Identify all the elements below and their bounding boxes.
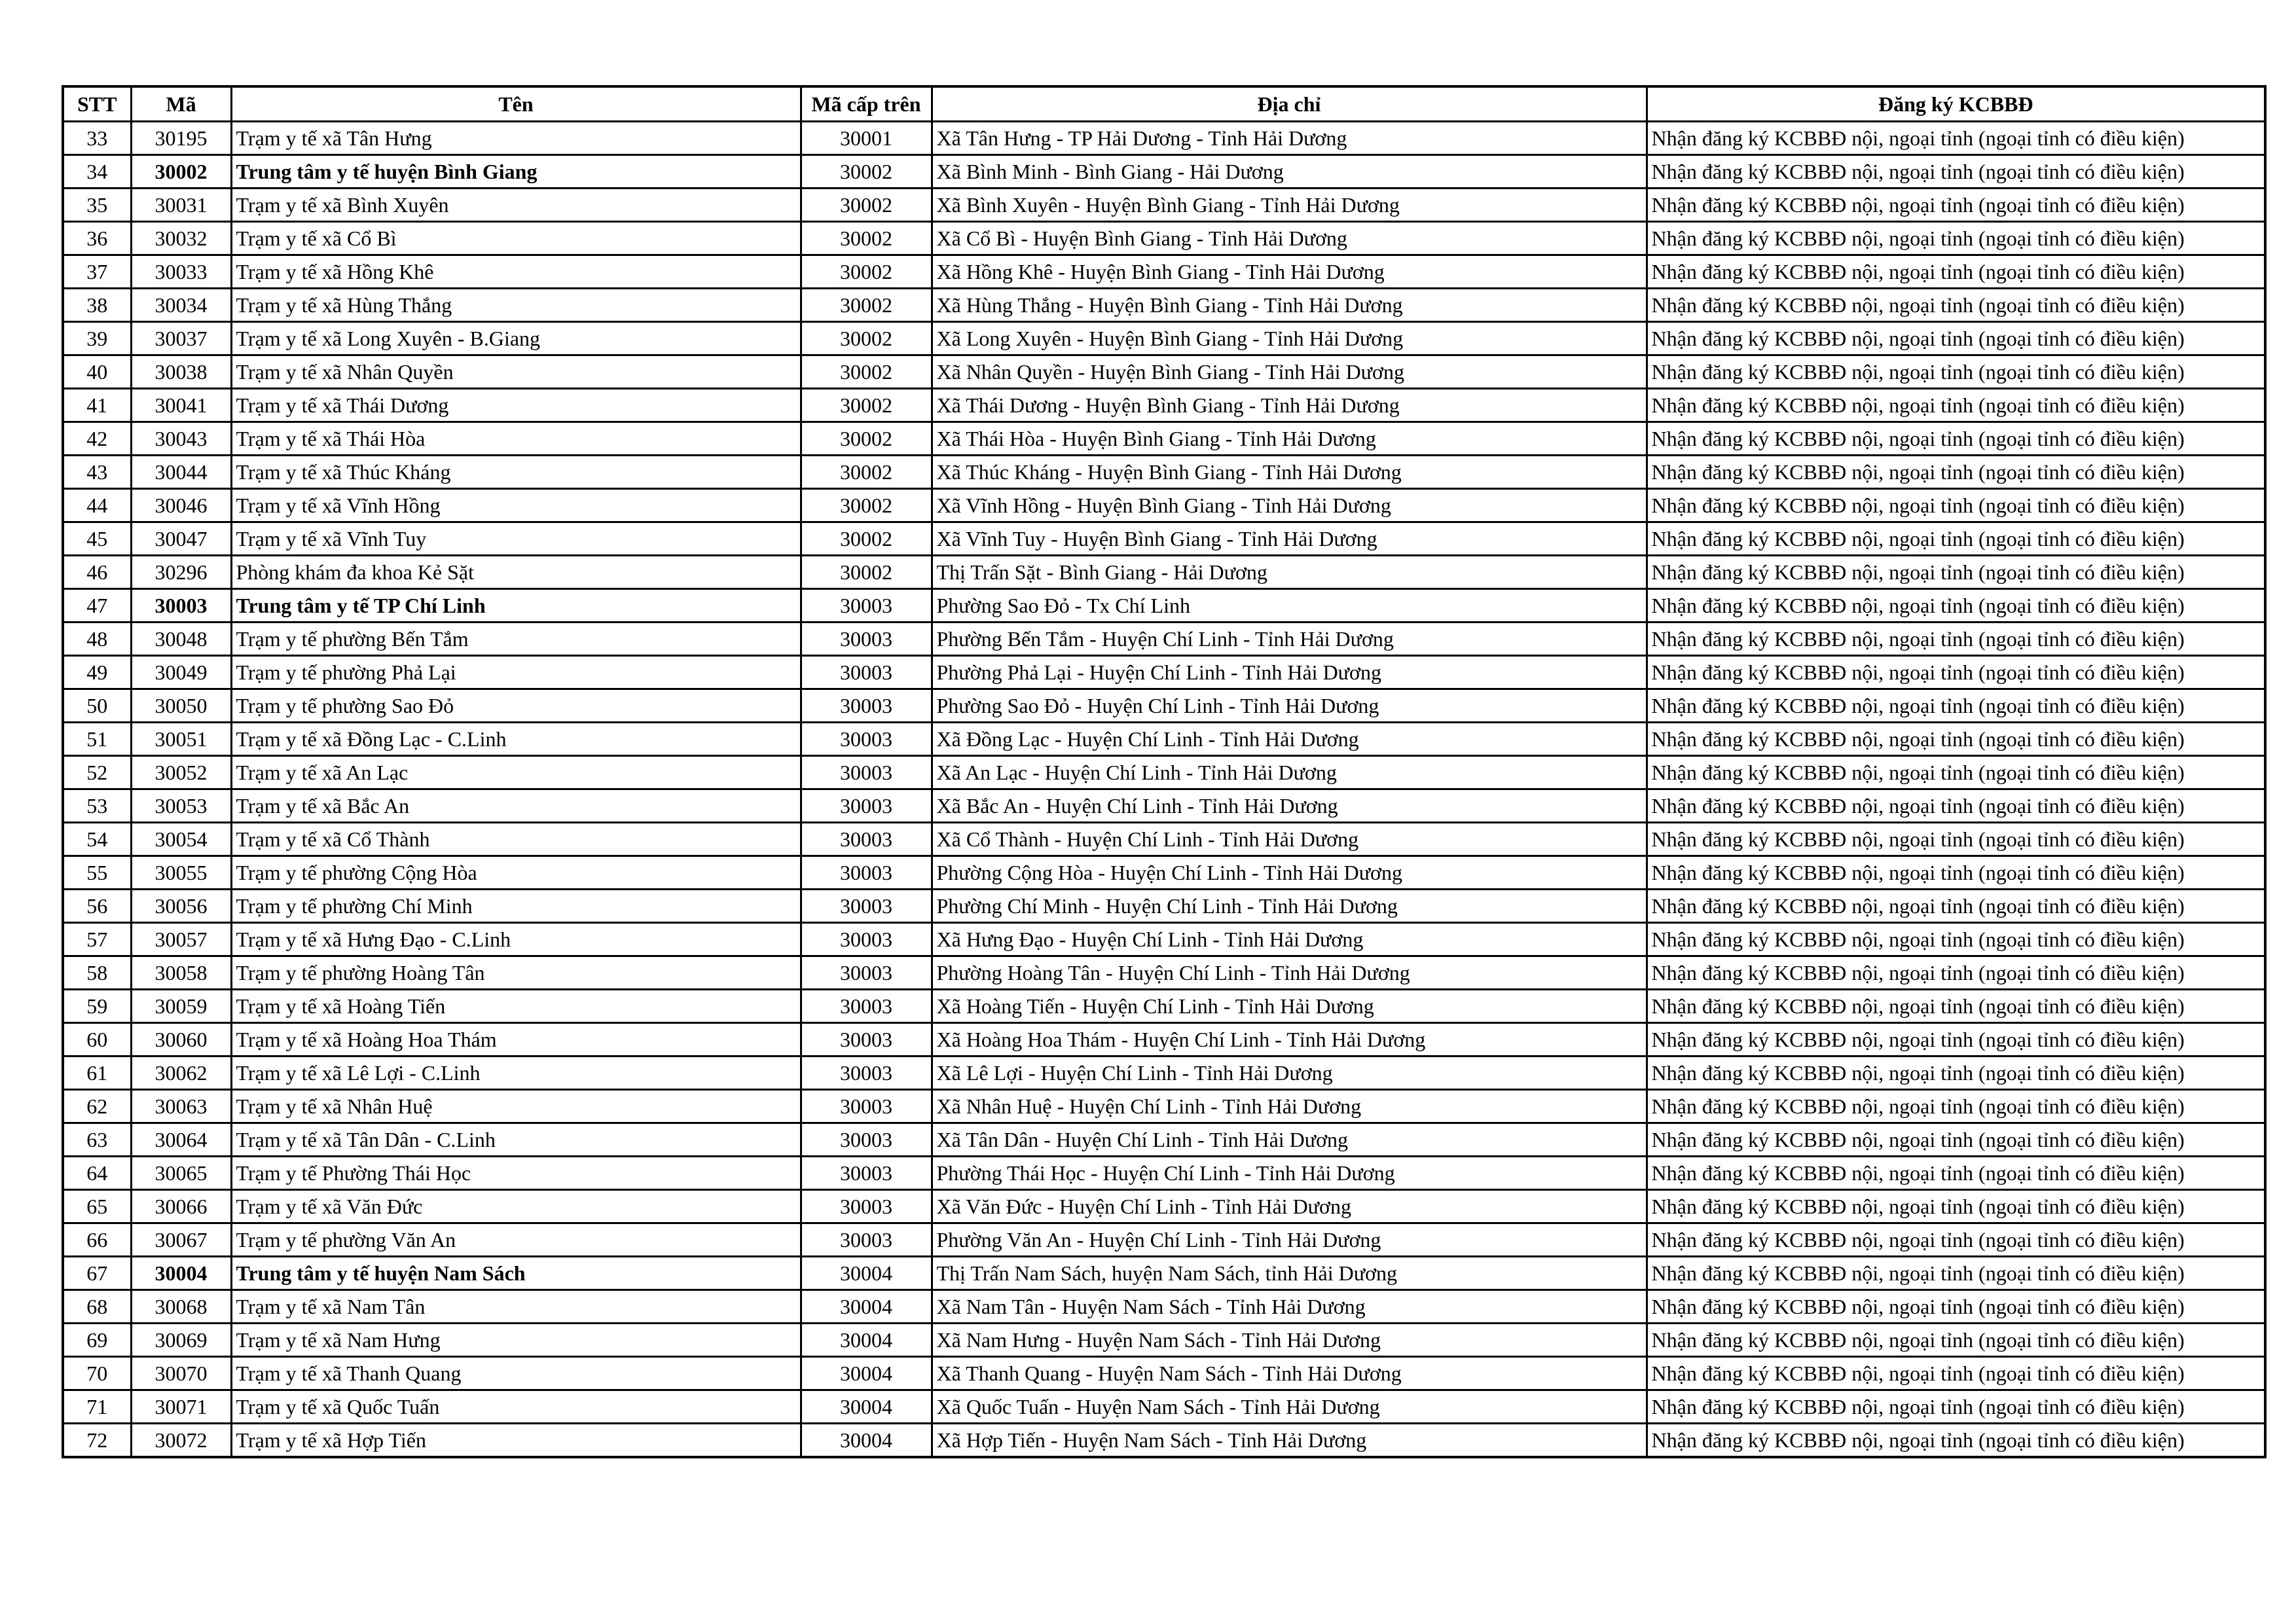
cell-ten: Trạm y tế xã Hồng Khê bbox=[231, 255, 801, 289]
table-header bbox=[63, 86, 2265, 122]
cell-dang-ky: Nhận đăng ký KCBBĐ nội, ngoại tỉnh (ngoại tỉnh có điều kiện) bbox=[1647, 1424, 2265, 1458]
cell-ma: 30003 bbox=[131, 589, 231, 623]
table-row bbox=[63, 956, 2265, 990]
cell-ten: Trạm y tế phường Hoàng Tân bbox=[231, 956, 801, 990]
cell-dang-ky: Nhận đăng ký KCBBĐ nội, ngoại tỉnh (ngoại tỉnh có điều kiện) bbox=[1647, 1290, 2265, 1324]
facility-table bbox=[62, 85, 2267, 1458]
cell-ten: Trạm y tế xã Thái Hòa bbox=[231, 422, 801, 456]
cell-stt: 65 bbox=[63, 1190, 131, 1223]
cell-ma: 30041 bbox=[131, 389, 231, 422]
cell-stt: 48 bbox=[63, 623, 131, 656]
table-row bbox=[63, 456, 2265, 489]
cell-dia-chi: Xã Long Xuyên - Huyện Bình Giang - Tỉnh Hải Dương bbox=[932, 322, 1647, 355]
cell-ten: Trạm y tế xã Hùng Thắng bbox=[231, 289, 801, 322]
cell-stt: 72 bbox=[63, 1424, 131, 1458]
cell-dang-ky: Nhận đăng ký KCBBĐ nội, ngoại tỉnh (ngoại tỉnh có điều kiện) bbox=[1647, 1157, 2265, 1190]
cell-ma-cap-tren: 30002 bbox=[801, 422, 932, 456]
cell-ma-cap-tren: 30003 bbox=[801, 856, 932, 890]
cell-dia-chi: Xã Hùng Thắng - Huyện Bình Giang - Tỉnh Hải Dương bbox=[932, 289, 1647, 322]
cell-ma-cap-tren: 30003 bbox=[801, 789, 932, 823]
cell-ten: Trạm y tế phường Cộng Hòa bbox=[231, 856, 801, 890]
cell-ma: 30044 bbox=[131, 456, 231, 489]
cell-ma: 30002 bbox=[131, 155, 231, 189]
cell-ma: 30065 bbox=[131, 1157, 231, 1190]
cell-dang-ky: Nhận đăng ký KCBBĐ nội, ngoại tỉnh (ngoại tỉnh có điều kiện) bbox=[1647, 756, 2265, 789]
cell-ma: 30058 bbox=[131, 956, 231, 990]
cell-ten: Trạm y tế xã Lê Lợi - C.Linh bbox=[231, 1056, 801, 1090]
cell-dia-chi: Xã Văn Đức - Huyện Chí Linh - Tỉnh Hải Dương bbox=[932, 1190, 1647, 1223]
cell-ma-cap-tren: 30002 bbox=[801, 389, 932, 422]
cell-ma: 30038 bbox=[131, 355, 231, 389]
table-row bbox=[63, 322, 2265, 355]
table-row bbox=[63, 1023, 2265, 1056]
cell-ma-cap-tren: 30002 bbox=[801, 155, 932, 189]
cell-dang-ky: Nhận đăng ký KCBBĐ nội, ngoại tỉnh (ngoại tỉnh có điều kiện) bbox=[1647, 689, 2265, 723]
cell-dang-ky: Nhận đăng ký KCBBĐ nội, ngoại tỉnh (ngoại tỉnh có điều kiện) bbox=[1647, 656, 2265, 689]
cell-ma-cap-tren: 30003 bbox=[801, 1157, 932, 1190]
cell-ma-cap-tren: 30004 bbox=[801, 1257, 932, 1290]
cell-ten: Trung tâm y tế huyện Nam Sách bbox=[231, 1257, 801, 1290]
table-row bbox=[63, 522, 2265, 556]
cell-stt: 62 bbox=[63, 1090, 131, 1123]
table-row bbox=[63, 623, 2265, 656]
col-header-ma-cap-tren: Mã cấp trên bbox=[801, 86, 932, 122]
cell-dang-ky: Nhận đăng ký KCBBĐ nội, ngoại tỉnh (ngoại tỉnh có điều kiện) bbox=[1647, 122, 2265, 155]
cell-stt: 70 bbox=[63, 1357, 131, 1390]
cell-ten: Trung tâm y tế huyện Bình Giang bbox=[231, 155, 801, 189]
table-row bbox=[63, 656, 2265, 689]
cell-ma-cap-tren: 30003 bbox=[801, 623, 932, 656]
table-row bbox=[63, 1324, 2265, 1357]
cell-ma-cap-tren: 30003 bbox=[801, 990, 932, 1023]
cell-ten: Trạm y tế phường Bến Tắm bbox=[231, 623, 801, 656]
cell-ma: 30064 bbox=[131, 1123, 231, 1157]
cell-ma: 30072 bbox=[131, 1424, 231, 1458]
table-row bbox=[63, 389, 2265, 422]
cell-ten: Trạm y tế xã Nam Hưng bbox=[231, 1324, 801, 1357]
table-row bbox=[63, 1257, 2265, 1290]
table-row bbox=[63, 355, 2265, 389]
cell-dang-ky: Nhận đăng ký KCBBĐ nội, ngoại tỉnh (ngoại tỉnh có điều kiện) bbox=[1647, 1123, 2265, 1157]
cell-ma-cap-tren: 30001 bbox=[801, 122, 932, 155]
cell-ma: 30060 bbox=[131, 1023, 231, 1056]
cell-dang-ky: Nhận đăng ký KCBBĐ nội, ngoại tỉnh (ngoại tỉnh có điều kiện) bbox=[1647, 389, 2265, 422]
cell-dang-ky: Nhận đăng ký KCBBĐ nội, ngoại tỉnh (ngoại tỉnh có điều kiện) bbox=[1647, 990, 2265, 1023]
cell-stt: 58 bbox=[63, 956, 131, 990]
cell-dia-chi: Phường Hoàng Tân - Huyện Chí Linh - Tỉnh Hải Dương bbox=[932, 956, 1647, 990]
cell-ma-cap-tren: 30003 bbox=[801, 723, 932, 756]
cell-ma-cap-tren: 30003 bbox=[801, 923, 932, 956]
cell-stt: 42 bbox=[63, 422, 131, 456]
cell-stt: 43 bbox=[63, 456, 131, 489]
cell-stt: 37 bbox=[63, 255, 131, 289]
cell-dang-ky: Nhận đăng ký KCBBĐ nội, ngoại tỉnh (ngoại tỉnh có điều kiện) bbox=[1647, 923, 2265, 956]
cell-stt: 59 bbox=[63, 990, 131, 1023]
cell-ten: Trạm y tế xã Hoàng Tiến bbox=[231, 990, 801, 1023]
cell-ten: Trung tâm y tế TP Chí Linh bbox=[231, 589, 801, 623]
cell-ten: Trạm y tế xã Cổ Thành bbox=[231, 823, 801, 856]
cell-ma-cap-tren: 30002 bbox=[801, 222, 932, 255]
table-row bbox=[63, 122, 2265, 155]
cell-dia-chi: Xã Bình Minh - Bình Giang - Hải Dương bbox=[932, 155, 1647, 189]
cell-ma: 30071 bbox=[131, 1390, 231, 1424]
cell-stt: 71 bbox=[63, 1390, 131, 1424]
cell-stt: 66 bbox=[63, 1223, 131, 1257]
cell-dang-ky: Nhận đăng ký KCBBĐ nội, ngoại tỉnh (ngoại tỉnh có điều kiện) bbox=[1647, 1190, 2265, 1223]
cell-ma-cap-tren: 30003 bbox=[801, 1123, 932, 1157]
cell-ma: 30296 bbox=[131, 556, 231, 589]
table-row bbox=[63, 823, 2265, 856]
cell-dia-chi: Xã Đồng Lạc - Huyện Chí Linh - Tỉnh Hải Dương bbox=[932, 723, 1647, 756]
table-row bbox=[63, 990, 2265, 1023]
cell-ma: 30051 bbox=[131, 723, 231, 756]
cell-ma: 30069 bbox=[131, 1324, 231, 1357]
cell-ten: Trạm y tế phường Phả Lại bbox=[231, 656, 801, 689]
cell-dia-chi: Xã Quốc Tuấn - Huyện Nam Sách - Tỉnh Hải Dương bbox=[932, 1390, 1647, 1424]
cell-dia-chi: Phường Phả Lại - Huyện Chí Linh - Tỉnh Hải Dương bbox=[932, 656, 1647, 689]
cell-ma-cap-tren: 30002 bbox=[801, 289, 932, 322]
cell-dia-chi: Xã Tân Hưng - TP Hải Dương - Tỉnh Hải Dương bbox=[932, 122, 1647, 155]
cell-ten: Trạm y tế xã Hợp Tiến bbox=[231, 1424, 801, 1458]
cell-dang-ky: Nhận đăng ký KCBBĐ nội, ngoại tỉnh (ngoại tỉnh có điều kiện) bbox=[1647, 489, 2265, 522]
table-row bbox=[63, 689, 2265, 723]
cell-ma-cap-tren: 30003 bbox=[801, 956, 932, 990]
cell-ma-cap-tren: 30003 bbox=[801, 656, 932, 689]
cell-ma-cap-tren: 30002 bbox=[801, 322, 932, 355]
table-row bbox=[63, 1157, 2265, 1190]
table-row bbox=[63, 289, 2265, 322]
cell-ma: 30055 bbox=[131, 856, 231, 890]
cell-dang-ky: Nhận đăng ký KCBBĐ nội, ngoại tỉnh (ngoại tỉnh có điều kiện) bbox=[1647, 1257, 2265, 1290]
cell-ten: Trạm y tế phường Văn An bbox=[231, 1223, 801, 1257]
cell-ma-cap-tren: 30004 bbox=[801, 1324, 932, 1357]
cell-ma-cap-tren: 30003 bbox=[801, 1190, 932, 1223]
cell-ma: 30068 bbox=[131, 1290, 231, 1324]
cell-dang-ky: Nhận đăng ký KCBBĐ nội, ngoại tỉnh (ngoại tỉnh có điều kiện) bbox=[1647, 189, 2265, 222]
cell-dang-ky: Nhận đăng ký KCBBĐ nội, ngoại tỉnh (ngoại tỉnh có điều kiện) bbox=[1647, 1324, 2265, 1357]
cell-stt: 67 bbox=[63, 1257, 131, 1290]
cell-ma: 30033 bbox=[131, 255, 231, 289]
cell-stt: 39 bbox=[63, 322, 131, 355]
cell-stt: 44 bbox=[63, 489, 131, 522]
table-row bbox=[63, 1190, 2265, 1223]
cell-dang-ky: Nhận đăng ký KCBBĐ nội, ngoại tỉnh (ngoại tỉnh có điều kiện) bbox=[1647, 289, 2265, 322]
cell-dang-ky: Nhận đăng ký KCBBĐ nội, ngoại tỉnh (ngoại tỉnh có điều kiện) bbox=[1647, 155, 2265, 189]
table-row bbox=[63, 255, 2265, 289]
cell-dang-ky: Nhận đăng ký KCBBĐ nội, ngoại tỉnh (ngoại tỉnh có điều kiện) bbox=[1647, 623, 2265, 656]
cell-dang-ky: Nhận đăng ký KCBBĐ nội, ngoại tỉnh (ngoại tỉnh có điều kiện) bbox=[1647, 856, 2265, 890]
cell-dia-chi: Xã An Lạc - Huyện Chí Linh - Tỉnh Hải Dương bbox=[932, 756, 1647, 789]
col-header-dang-ky: Đăng ký KCBBĐ bbox=[1647, 86, 2265, 122]
cell-ten: Trạm y tế xã Văn Đức bbox=[231, 1190, 801, 1223]
cell-stt: 49 bbox=[63, 656, 131, 689]
cell-ten: Trạm y tế xã Cổ Bì bbox=[231, 222, 801, 255]
cell-ma-cap-tren: 30002 bbox=[801, 556, 932, 589]
cell-dia-chi: Phường Cộng Hòa - Huyện Chí Linh - Tỉnh Hải Dương bbox=[932, 856, 1647, 890]
cell-dia-chi: Xã Nhân Quyền - Huyện Bình Giang - Tỉnh Hải Dương bbox=[932, 355, 1647, 389]
col-header-ma: Mã bbox=[131, 86, 231, 122]
cell-dia-chi: Xã Hưng Đạo - Huyện Chí Linh - Tỉnh Hải Dương bbox=[932, 923, 1647, 956]
cell-dia-chi: Xã Nhân Huệ - Huyện Chí Linh - Tỉnh Hải Dương bbox=[932, 1090, 1647, 1123]
facility-table-container bbox=[62, 85, 2267, 1458]
cell-ten: Trạm y tế xã Tân Hưng bbox=[231, 122, 801, 155]
table-row bbox=[63, 155, 2265, 189]
cell-ma: 30004 bbox=[131, 1257, 231, 1290]
cell-dang-ky: Nhận đăng ký KCBBĐ nội, ngoại tỉnh (ngoại tỉnh có điều kiện) bbox=[1647, 723, 2265, 756]
cell-stt: 55 bbox=[63, 856, 131, 890]
cell-ma-cap-tren: 30004 bbox=[801, 1357, 932, 1390]
cell-ten: Trạm y tế xã Nam Tân bbox=[231, 1290, 801, 1324]
cell-stt: 52 bbox=[63, 756, 131, 789]
cell-dang-ky: Nhận đăng ký KCBBĐ nội, ngoại tỉnh (ngoại tỉnh có điều kiện) bbox=[1647, 1223, 2265, 1257]
cell-dang-ky: Nhận đăng ký KCBBĐ nội, ngoại tỉnh (ngoại tỉnh có điều kiện) bbox=[1647, 956, 2265, 990]
cell-dia-chi: Xã Thái Hòa - Huyện Bình Giang - Tỉnh Hải Dương bbox=[932, 422, 1647, 456]
cell-ma-cap-tren: 30002 bbox=[801, 355, 932, 389]
cell-ten: Trạm y tế phường Chí Minh bbox=[231, 890, 801, 923]
cell-ma: 30052 bbox=[131, 756, 231, 789]
cell-dia-chi: Phường Văn An - Huyện Chí Linh - Tỉnh Hải Dương bbox=[932, 1223, 1647, 1257]
cell-stt: 69 bbox=[63, 1324, 131, 1357]
cell-ten: Phòng khám đa khoa Kẻ Sặt bbox=[231, 556, 801, 589]
cell-stt: 35 bbox=[63, 189, 131, 222]
cell-dang-ky: Nhận đăng ký KCBBĐ nội, ngoại tỉnh (ngoại tỉnh có điều kiện) bbox=[1647, 589, 2265, 623]
cell-ma-cap-tren: 30003 bbox=[801, 1090, 932, 1123]
cell-stt: 38 bbox=[63, 289, 131, 322]
table-row bbox=[63, 422, 2265, 456]
cell-ma-cap-tren: 30003 bbox=[801, 1056, 932, 1090]
cell-ma: 30049 bbox=[131, 656, 231, 689]
cell-ma: 30037 bbox=[131, 322, 231, 355]
cell-ten: Trạm y tế xã Long Xuyên - B.Giang bbox=[231, 322, 801, 355]
cell-stt: 63 bbox=[63, 1123, 131, 1157]
table-row bbox=[63, 1223, 2265, 1257]
cell-dia-chi: Thị Trấn Nam Sách, huyện Nam Sách, tỉnh Hải Dương bbox=[932, 1257, 1647, 1290]
cell-ma: 30047 bbox=[131, 522, 231, 556]
cell-dang-ky: Nhận đăng ký KCBBĐ nội, ngoại tỉnh (ngoại tỉnh có điều kiện) bbox=[1647, 1390, 2265, 1424]
table-row bbox=[63, 723, 2265, 756]
cell-ten: Trạm y tế xã Nhân Huệ bbox=[231, 1090, 801, 1123]
cell-ma: 30050 bbox=[131, 689, 231, 723]
cell-dang-ky: Nhận đăng ký KCBBĐ nội, ngoại tỉnh (ngoại tỉnh có điều kiện) bbox=[1647, 890, 2265, 923]
header-row bbox=[63, 86, 2265, 122]
cell-dia-chi: Xã Nam Hưng - Huyện Nam Sách - Tỉnh Hải Dương bbox=[932, 1324, 1647, 1357]
cell-ten: Trạm y tế xã Thúc Kháng bbox=[231, 456, 801, 489]
cell-ten: Trạm y tế xã Nhân Quyền bbox=[231, 355, 801, 389]
cell-ten: Trạm y tế xã Vĩnh Tuy bbox=[231, 522, 801, 556]
table-row bbox=[63, 222, 2265, 255]
col-header-ten: Tên bbox=[231, 86, 801, 122]
table-row bbox=[63, 556, 2265, 589]
cell-ma-cap-tren: 30002 bbox=[801, 456, 932, 489]
cell-ma-cap-tren: 30002 bbox=[801, 489, 932, 522]
cell-dia-chi: Xã Thái Dương - Huyện Bình Giang - Tỉnh Hải Dương bbox=[932, 389, 1647, 422]
cell-ma-cap-tren: 30004 bbox=[801, 1424, 932, 1458]
cell-ma: 30032 bbox=[131, 222, 231, 255]
table-row bbox=[63, 1424, 2265, 1458]
cell-dia-chi: Xã Hồng Khê - Huyện Bình Giang - Tỉnh Hải Dương bbox=[932, 255, 1647, 289]
cell-ten: Trạm y tế xã Vĩnh Hồng bbox=[231, 489, 801, 522]
table-row bbox=[63, 1056, 2265, 1090]
cell-ten: Trạm y tế xã Hoàng Hoa Thám bbox=[231, 1023, 801, 1056]
cell-stt: 46 bbox=[63, 556, 131, 589]
cell-ma: 30195 bbox=[131, 122, 231, 155]
cell-stt: 40 bbox=[63, 355, 131, 389]
cell-ten: Trạm y tế xã Quốc Tuấn bbox=[231, 1390, 801, 1424]
cell-stt: 56 bbox=[63, 890, 131, 923]
table-row bbox=[63, 489, 2265, 522]
cell-dia-chi: Xã Lê Lợi - Huyện Chí Linh - Tỉnh Hải Dương bbox=[932, 1056, 1647, 1090]
cell-dang-ky: Nhận đăng ký KCBBĐ nội, ngoại tỉnh (ngoại tỉnh có điều kiện) bbox=[1647, 1357, 2265, 1390]
cell-ma: 30062 bbox=[131, 1056, 231, 1090]
cell-dia-chi: Xã Bắc An - Huyện Chí Linh - Tỉnh Hải Dương bbox=[932, 789, 1647, 823]
cell-ma: 30048 bbox=[131, 623, 231, 656]
cell-ma-cap-tren: 30003 bbox=[801, 756, 932, 789]
cell-dang-ky: Nhận đăng ký KCBBĐ nội, ngoại tỉnh (ngoại tỉnh có điều kiện) bbox=[1647, 456, 2265, 489]
cell-ten: Trạm y tế xã Bắc An bbox=[231, 789, 801, 823]
cell-dia-chi: Xã Vĩnh Hồng - Huyện Bình Giang - Tỉnh Hải Dương bbox=[932, 489, 1647, 522]
cell-dia-chi: Xã Thanh Quang - Huyện Nam Sách - Tỉnh Hải Dương bbox=[932, 1357, 1647, 1390]
table-row bbox=[63, 789, 2265, 823]
cell-dang-ky: Nhận đăng ký KCBBĐ nội, ngoại tỉnh (ngoại tỉnh có điều kiện) bbox=[1647, 556, 2265, 589]
cell-stt: 47 bbox=[63, 589, 131, 623]
table-row bbox=[63, 756, 2265, 789]
cell-ma: 30059 bbox=[131, 990, 231, 1023]
cell-dia-chi: Phường Thái Học - Huyện Chí Linh - Tỉnh Hải Dương bbox=[932, 1157, 1647, 1190]
cell-stt: 53 bbox=[63, 789, 131, 823]
cell-ma-cap-tren: 30003 bbox=[801, 589, 932, 623]
table-row bbox=[63, 1090, 2265, 1123]
cell-ma-cap-tren: 30003 bbox=[801, 1023, 932, 1056]
cell-dia-chi: Xã Cổ Bì - Huyện Bình Giang - Tỉnh Hải Dương bbox=[932, 222, 1647, 255]
cell-stt: 45 bbox=[63, 522, 131, 556]
cell-ma: 30031 bbox=[131, 189, 231, 222]
cell-ten: Trạm y tế xã Bình Xuyên bbox=[231, 189, 801, 222]
table-row bbox=[63, 856, 2265, 890]
cell-dang-ky: Nhận đăng ký KCBBĐ nội, ngoại tỉnh (ngoại tỉnh có điều kiện) bbox=[1647, 522, 2265, 556]
cell-stt: 33 bbox=[63, 122, 131, 155]
cell-dang-ky: Nhận đăng ký KCBBĐ nội, ngoại tỉnh (ngoại tỉnh có điều kiện) bbox=[1647, 355, 2265, 389]
cell-ma-cap-tren: 30002 bbox=[801, 255, 932, 289]
cell-dia-chi: Xã Thúc Kháng - Huyện Bình Giang - Tỉnh Hải Dương bbox=[932, 456, 1647, 489]
cell-ten: Trạm y tế phường Sao Đỏ bbox=[231, 689, 801, 723]
cell-ma: 30046 bbox=[131, 489, 231, 522]
table-row bbox=[63, 1290, 2265, 1324]
cell-stt: 57 bbox=[63, 923, 131, 956]
cell-ma-cap-tren: 30002 bbox=[801, 189, 932, 222]
col-header-stt: STT bbox=[63, 86, 131, 122]
cell-dang-ky: Nhận đăng ký KCBBĐ nội, ngoại tỉnh (ngoại tỉnh có điều kiện) bbox=[1647, 1090, 2265, 1123]
cell-dia-chi: Xã Vĩnh Tuy - Huyện Bình Giang - Tỉnh Hải Dương bbox=[932, 522, 1647, 556]
cell-ten: Trạm y tế xã Thanh Quang bbox=[231, 1357, 801, 1390]
cell-dang-ky: Nhận đăng ký KCBBĐ nội, ngoại tỉnh (ngoại tỉnh có điều kiện) bbox=[1647, 222, 2265, 255]
cell-ten: Trạm y tế xã Hưng Đạo - C.Linh bbox=[231, 923, 801, 956]
cell-ten: Trạm y tế xã Tân Dân - C.Linh bbox=[231, 1123, 801, 1157]
cell-dang-ky: Nhận đăng ký KCBBĐ nội, ngoại tỉnh (ngoại tỉnh có điều kiện) bbox=[1647, 1056, 2265, 1090]
cell-dia-chi: Xã Hoàng Hoa Thám - Huyện Chí Linh - Tỉnh Hải Dương bbox=[932, 1023, 1647, 1056]
cell-ma: 30034 bbox=[131, 289, 231, 322]
table-row bbox=[63, 890, 2265, 923]
cell-stt: 54 bbox=[63, 823, 131, 856]
cell-ten: Trạm y tế Phường Thái Học bbox=[231, 1157, 801, 1190]
cell-dang-ky: Nhận đăng ký KCBBĐ nội, ngoại tỉnh (ngoại tỉnh có điều kiện) bbox=[1647, 422, 2265, 456]
cell-stt: 51 bbox=[63, 723, 131, 756]
cell-dia-chi: Xã Tân Dân - Huyện Chí Linh - Tỉnh Hải Dương bbox=[932, 1123, 1647, 1157]
cell-ma: 30043 bbox=[131, 422, 231, 456]
cell-dia-chi: Phường Bến Tắm - Huyện Chí Linh - Tỉnh Hải Dương bbox=[932, 623, 1647, 656]
cell-dia-chi: Xã Nam Tân - Huyện Nam Sách - Tỉnh Hải Dương bbox=[932, 1290, 1647, 1324]
cell-stt: 68 bbox=[63, 1290, 131, 1324]
cell-ma: 30053 bbox=[131, 789, 231, 823]
cell-ma-cap-tren: 30003 bbox=[801, 689, 932, 723]
cell-ma-cap-tren: 30003 bbox=[801, 823, 932, 856]
cell-ma-cap-tren: 30004 bbox=[801, 1390, 932, 1424]
cell-ma: 30057 bbox=[131, 923, 231, 956]
cell-ma: 30056 bbox=[131, 890, 231, 923]
cell-ma: 30054 bbox=[131, 823, 231, 856]
cell-ten: Trạm y tế xã An Lạc bbox=[231, 756, 801, 789]
cell-stt: 41 bbox=[63, 389, 131, 422]
table-row bbox=[63, 189, 2265, 222]
cell-stt: 64 bbox=[63, 1157, 131, 1190]
cell-dia-chi: Phường Chí Minh - Huyện Chí Linh - Tỉnh Hải Dương bbox=[932, 890, 1647, 923]
cell-ten: Trạm y tế xã Thái Dương bbox=[231, 389, 801, 422]
cell-dia-chi: Phường Sao Đỏ - Huyện Chí Linh - Tỉnh Hải Dương bbox=[932, 689, 1647, 723]
cell-ma: 30066 bbox=[131, 1190, 231, 1223]
cell-dang-ky: Nhận đăng ký KCBBĐ nội, ngoại tỉnh (ngoại tỉnh có điều kiện) bbox=[1647, 789, 2265, 823]
table-body bbox=[63, 122, 2265, 1458]
cell-dia-chi: Xã Bình Xuyên - Huyện Bình Giang - Tỉnh Hải Dương bbox=[932, 189, 1647, 222]
col-header-dia-chi: Địa chỉ bbox=[932, 86, 1647, 122]
cell-stt: 61 bbox=[63, 1056, 131, 1090]
cell-dia-chi: Xã Hoàng Tiến - Huyện Chí Linh - Tỉnh Hải Dương bbox=[932, 990, 1647, 1023]
cell-dang-ky: Nhận đăng ký KCBBĐ nội, ngoại tỉnh (ngoại tỉnh có điều kiện) bbox=[1647, 823, 2265, 856]
table-row bbox=[63, 923, 2265, 956]
cell-ma-cap-tren: 30003 bbox=[801, 890, 932, 923]
cell-stt: 34 bbox=[63, 155, 131, 189]
cell-ten: Trạm y tế xã Đồng Lạc - C.Linh bbox=[231, 723, 801, 756]
cell-ma: 30070 bbox=[131, 1357, 231, 1390]
cell-dia-chi: Thị Trấn Sặt - Bình Giang - Hải Dương bbox=[932, 556, 1647, 589]
cell-ma-cap-tren: 30003 bbox=[801, 1223, 932, 1257]
cell-dang-ky: Nhận đăng ký KCBBĐ nội, ngoại tỉnh (ngoại tỉnh có điều kiện) bbox=[1647, 255, 2265, 289]
table-row bbox=[63, 1357, 2265, 1390]
cell-ma-cap-tren: 30004 bbox=[801, 1290, 932, 1324]
cell-dang-ky: Nhận đăng ký KCBBĐ nội, ngoại tỉnh (ngoại tỉnh có điều kiện) bbox=[1647, 322, 2265, 355]
cell-dia-chi: Phường Sao Đỏ - Tx Chí Linh bbox=[932, 589, 1647, 623]
cell-ma: 30063 bbox=[131, 1090, 231, 1123]
cell-dia-chi: Xã Cổ Thành - Huyện Chí Linh - Tỉnh Hải Dương bbox=[932, 823, 1647, 856]
cell-dang-ky: Nhận đăng ký KCBBĐ nội, ngoại tỉnh (ngoại tỉnh có điều kiện) bbox=[1647, 1023, 2265, 1056]
table-row bbox=[63, 1123, 2265, 1157]
table-row bbox=[63, 1390, 2265, 1424]
cell-ma: 30067 bbox=[131, 1223, 231, 1257]
cell-ma-cap-tren: 30002 bbox=[801, 522, 932, 556]
cell-stt: 50 bbox=[63, 689, 131, 723]
cell-stt: 60 bbox=[63, 1023, 131, 1056]
cell-stt: 36 bbox=[63, 222, 131, 255]
cell-dia-chi: Xã Hợp Tiến - Huyện Nam Sách - Tỉnh Hải Dương bbox=[932, 1424, 1647, 1458]
table-row bbox=[63, 589, 2265, 623]
